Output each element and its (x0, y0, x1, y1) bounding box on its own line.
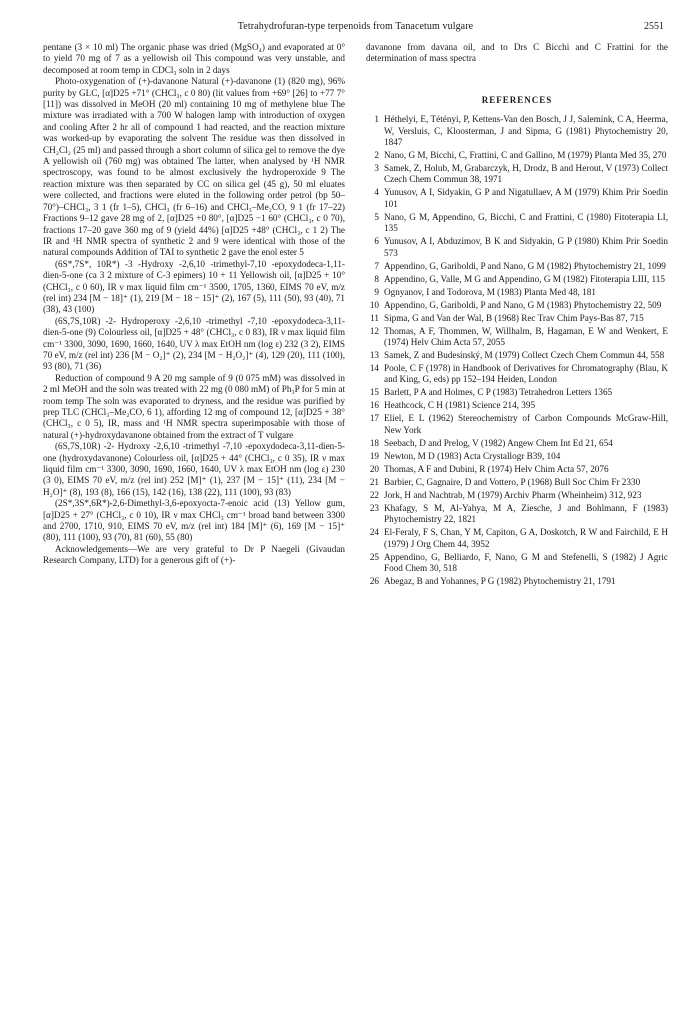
reference-text: Abegaz, B and Yohannes, P G (1982) Phytochemistry 21, 1791 (384, 576, 616, 587)
reference-number: 7 (374, 260, 379, 271)
reference-text: Appendino, G, Gariboldi, P and Nano, G M (1983) Phytochemistry 22, 509 (384, 299, 662, 310)
reference-text: Poole, C F (1978) in Handbook of Derivatives for Chromatography (Blau, K and King, G, eds) pp 152–194 Heiden, London (384, 363, 668, 385)
reference-text: Appendino, G, Gariboldi, P and Nano, G M (1982) Phytochemistry 21, 1099 (384, 260, 666, 271)
reference-number: 1 (374, 114, 379, 125)
reference-item (366, 236, 668, 259)
reference-item (366, 400, 668, 411)
reference-text: Thomas, A F, Thommen, W, Willhalm, B, Hagaman, E W and Wenkert, E (1974) Helv Chim Acta 57, 2055 (384, 325, 668, 348)
reference-item (366, 150, 668, 161)
reference-item (366, 490, 668, 501)
body-paragraph: (6S,7S,10R) -2- Hydroperoxy -2,6,10 -trimethyl -7,10 -epoxydodeca-3,11-dien-5-one (9) Colourless oil, [α]D25 + 48° (CHCl₃, c 0 83), IR ν max liquid film cm⁻¹ 3300, 3090, 1690, 1660, 1640, UV λ max EtOH nm (log ε) 232 (3 2), EIMS 70 eV, m/z (rel int) 236 [M − O₂]⁺ (2), 234 [M − H₂O₂]⁺ (4), 129 (20), 111 (100), 93 (80), 71 (36) (43, 315, 345, 372)
reference-item (366, 451, 668, 462)
reference-text: Yunusov, A I, Abduzimov, B K and Sidyakin, G P (1980) Khim Prir Soedin 573 (384, 236, 668, 258)
reference-text: Barlett, P A and Holmes, C P (1983) Tetrahedron Letters 1365 (384, 387, 613, 398)
reference-number: 15 (369, 387, 379, 398)
references-list (366, 114, 668, 587)
two-column-body (43, 42, 668, 589)
left-column (43, 42, 345, 589)
reference-number: 6 (374, 236, 379, 247)
reference-text: Khafagy, S M, Al-Yahya, M A, Ziesche, J and Bohlmann, F (1983) Phytochemistry 22, 1821 (384, 502, 668, 525)
reference-item (366, 477, 668, 488)
reference-item (366, 326, 668, 349)
reference-number: 10 (369, 299, 379, 310)
reference-item (366, 212, 668, 235)
reference-item (366, 300, 668, 311)
reference-item (366, 576, 668, 587)
reference-text: Jork, H and Nachtrab, M (1979) Archiv Pharm (Wheinheim) 312, 923 (384, 489, 642, 500)
reference-item (366, 114, 668, 148)
running-head (43, 0, 668, 42)
reference-number: 18 (369, 437, 379, 448)
reference-text: Ognyanov, I and Todorova, M (1983) Planta Med 48, 181 (384, 286, 596, 297)
reference-number: 11 (370, 312, 379, 323)
reference-number: 4 (374, 187, 379, 198)
reference-number: 5 (374, 211, 379, 222)
right-column (366, 42, 668, 589)
reference-number: 26 (369, 576, 379, 587)
reference-text: Héthelyi, E, Tétényi, P, Kettens-Van den Bosch, J J, Salemink, C A, Heerma, W, Versluis, C, Kloosterman, J and Sipma, G (1981) Phytochemistry 20, 1847 (384, 114, 668, 148)
reference-item (366, 163, 668, 186)
running-head-title: Tetrahydrofuran-type terpenoids from Tanacetum vulgare (237, 21, 474, 32)
reference-number: 9 (374, 286, 379, 297)
reference-item (366, 503, 668, 526)
reference-item (366, 261, 668, 272)
reference-number: 22 (369, 489, 379, 500)
reference-item (366, 363, 668, 386)
page-number: 2551 (644, 21, 664, 32)
reference-text: Heathcock, C H (1981) Science 214, 395 (384, 400, 536, 411)
reference-text: Nano, G M, Bicchi, C, Frattini, C and Gallino, M (1979) Planta Med 35, 270 (384, 150, 667, 161)
acknowledgement-continuation: davanone from davana oil, and to Drs C Bicchi and C Frattini for the determination of mass spectra (366, 42, 668, 64)
reference-number: 21 (369, 476, 379, 487)
reference-item (366, 527, 668, 550)
reference-item (366, 287, 668, 298)
reference-number: 20 (369, 463, 379, 474)
references-heading: REFERENCES (481, 94, 553, 105)
body-paragraph: Acknowledgements—We are very grateful to Dr P Naegeli (Givaudan Research Company, LTD) for a generous gift of (+)- (43, 543, 345, 566)
reference-number: 8 (374, 273, 379, 284)
reference-text: Nano, G M, Appendino, G, Bicchi, C and Frattini, C (1980) Fitoterapia LI, 135 (384, 211, 668, 234)
reference-number: 24 (369, 527, 379, 538)
reference-number: 14 (369, 363, 379, 374)
reference-text: Yunusov, A I, Sidyakin, G P and Nigatullaev, A M (1979) Khim Prir Soedin 101 (384, 187, 668, 209)
reference-item (366, 413, 668, 436)
reference-item (366, 464, 668, 475)
reference-number: 12 (369, 325, 379, 336)
reference-number: 19 (369, 450, 379, 461)
reference-text: Sipma, G and Van der Wal, B (1968) Rec Trav Chim Pays-Bas 87, 715 (384, 312, 644, 323)
reference-number: 23 (369, 502, 379, 513)
reference-text: El-Feraly, F S, Chan, Y M, Capiton, G A, Doskotch, R W and Fairchild, E H (1979) J Org Chem 44, 3952 (384, 527, 668, 549)
reference-number: 3 (374, 163, 379, 174)
reference-text: Seebach, D and Prelog, V (1982) Angew Chem Int Ed 21, 654 (384, 437, 613, 448)
reference-number: 17 (369, 413, 379, 424)
reference-item (366, 438, 668, 449)
reference-item (366, 274, 668, 285)
body-paragraph: Photo-oxygenation of (+)-davanone Natural (+)-davanone (1) (820 mg), 96% purity by GLC, [α]D25 +71° (CHCl₃, c 0 80) (lit values from +69° [26] to +77 7° [11]) was dissolved in MeOH (20 ml) containing 10 mg of methylene blue The mixture was irradiated with a 700 W halogen lamp with introduction of oxygen and cooling After 2 hr all of compound 1 had reacted, and the reaction mixture was worked-up by evaporating the solvent The residue was then dissolved in CH₂Cl₂ (25 ml) and passed through a short column of silica gel to remove the dye A yellowish oil (760 mg) was obtained The latter, when analysed by ¹H NMR spectroscopy, was found to be almost exclusively the hydroperoxide 9 The reaction mixture was then separated by CC on silica gel (45 g), 50 ml eluates were collected, and fractions were eluted in the following order petrol (bp 50–70°)–CHCl₃, 3 1 (fr 1–5), CHCl₃ (fr 6–16) and CHCl₃–Me₂CO, 9 1 (fr 17–22) Fractions 9–12 gave 28 mg of 2, [α]D25 +0 80°, [α]D25 −1 60° (CHCl₃, c 0 70), fractions 17–20 gave 360 mg of 9 (yield 44%) [α]D25 +48° (CHCl₃, c 1 2) The IR and ¹H NMR spectra of synthetic 2 and 9 were identical with those of the natural compounds Addition of TAI to synthetic 2 gave the enol ester 5 (43, 76, 345, 258)
body-paragraph: (2S*,3S*,6R*)-2,6-Dimethyl-3,6-epoxyocta-7-enoic acid (13) Yellow gum, [α]D25 + 27° (CHCl₃, c 0 10), IR ν max CHCl₃ cm⁻¹ broad band between 3300 and 2700, 1710, 910, EIMS 70 eV, m/z (rel int) 184 [M]⁺ (6), 169 [M − 15]⁺ (80), 111 (100), 93 (70), 81 (60), 55 (80) (43, 498, 345, 543)
reference-text: Eliel, E L (1962) Stereochemistry of Carbon Compounds McGraw-Hill, New York (384, 413, 668, 435)
reference-text: Newton, M D (1983) Acta Crystallogr B39, 104 (384, 450, 561, 461)
reference-text: Samek, Z, Holub, M, Grabarczyk, H, Drodz, B and Herout, V (1973) Collect Czech Chem Commun 38, 1971 (384, 163, 668, 185)
reference-item (366, 387, 668, 398)
reference-text: Appendino, G, Belliardo, F, Nano, G M and Stefenelli, S (1982) J Agric Food Chem 30, 518 (384, 551, 668, 574)
reference-item (366, 552, 668, 575)
reference-number: 2 (374, 150, 379, 161)
reference-text: Thomas, A F and Dubini, R (1974) Helv Chim Acta 57, 2076 (384, 463, 609, 474)
reference-text: Appendino, G, Valle, M G and Appendino, G M (1982) Fitoterapia LIII, 115 (384, 273, 665, 284)
body-paragraph: pentane (3 × 10 ml) The organic phase was dried (MgSO₄) and evaporated at 0° to yield 70 mg of 7 as a yellowish oil This compound was very unstable, and decomposed at room temp in CDCl₃ soln in 2 days (43, 42, 345, 75)
reference-text: Barbier, C, Gagnaire, D and Vottero, P (1968) Bull Soc Chim Fr 2330 (384, 476, 641, 487)
body-paragraph: (6S,7S,10R) -2- Hydroxy -2,6,10 -trimethyl -7,10 -epoxydodeca-3,11-dien-5-one (hydroxydavanone) Colourless oil, [α]D25 + 44° (CHCl₃, c 0 35), IR ν max liquid film cm⁻¹ 3300, 3090, 1690, 1660, 1640, UV λ max EtOH nm (log ε) 230 (3 0), EIMS 70 eV, m/z (rel int) 252 [M]⁺ (1), 237 [M − 15]⁺ (11), 234 [M − H₂O]⁺ (8), 193 (8), 166 (15), 142 (16), 138 (22), 111 (100), 93 (83) (43, 441, 345, 497)
reference-number: 13 (369, 350, 379, 361)
reference-number: 25 (369, 551, 379, 562)
reference-text: Samek, Z and Budesínský, M (1979) Collect Czech Chem Commun 44, 558 (384, 350, 665, 361)
reference-item (366, 350, 668, 361)
reference-item (366, 313, 668, 324)
body-paragraph: (6S*,7S*, 10R*) -3 -Hydroxy -2,6,10 -trimethyl-7,10 -epoxydodeca-1,11-dien-5-one (ca 3 2 mixture of C-3 epimers) 10 + 11 Yellowish oil, [α]D25 + 10° (CHCl₃, c 0 60), IR ν max liquid film cm⁻¹ 3500, 1705, 1360, EIMS 70 eV, m/z (rel int) 234 [M − 18]⁺ (1), 219 [M − 18 − 15]⁺ (2), 167 (5), 111 (50), 93 (40), 71 (38), 43 (100) (43, 258, 345, 315)
reference-item (366, 187, 668, 210)
body-paragraph: Reduction of compound 9 A 20 mg sample of 9 (0 075 mM) was dissolved in 2 ml MeOH and the soln was treated with 22 mg (0 080 mM) of Ph₃P for 5 min at room temp The soln was evaporated to dryness, and the residue was purified by prep TLC (CHCl₃–Me₂CO, 6 1), affording 12 mg of compound 12, [α]D25 + 38° (CHCl₃, c 0 5), IR, mass and ¹H NMR spectra superimposable with those of natural (+)-hydroxydavanone obtained from the extract of T vulgare (43, 372, 345, 440)
reference-number: 16 (369, 400, 379, 411)
